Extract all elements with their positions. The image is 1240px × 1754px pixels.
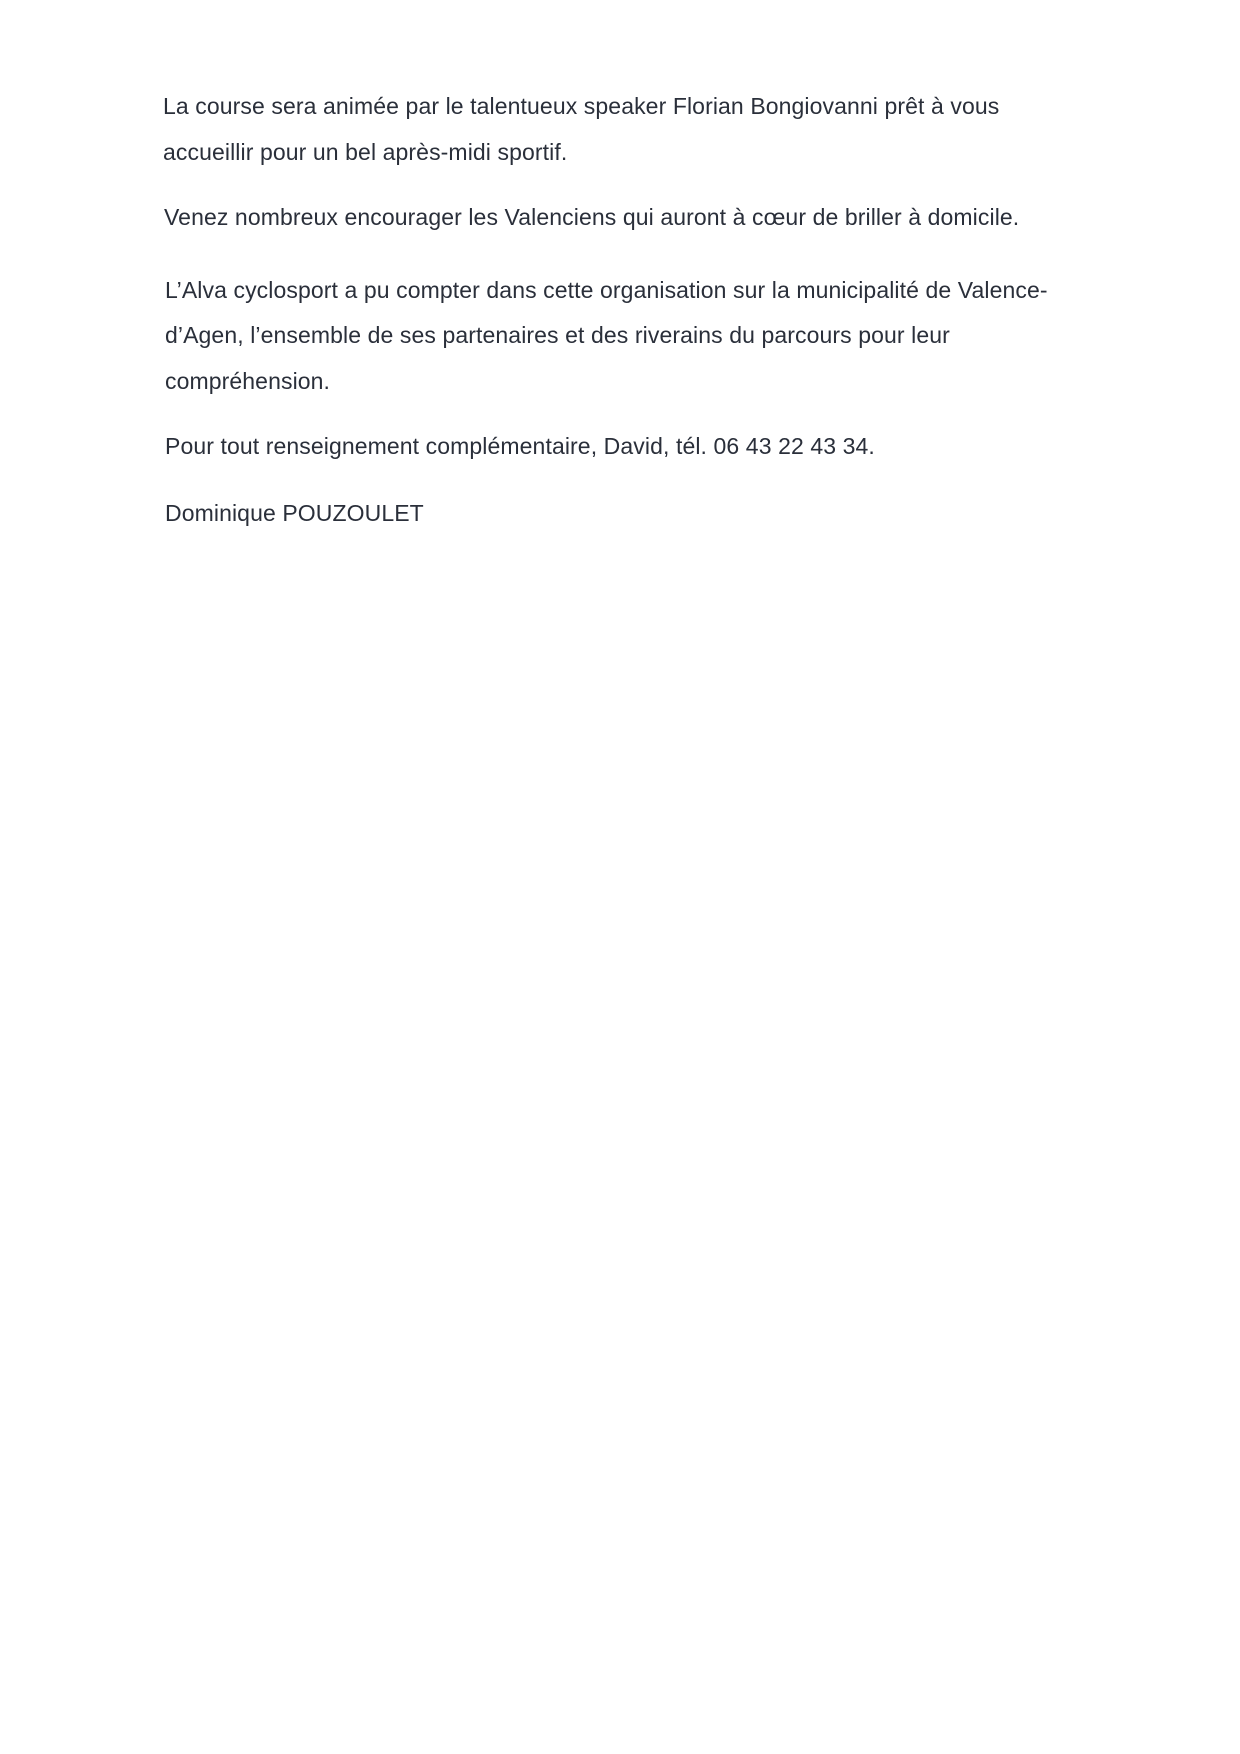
- paragraph-organisation: L’Alva cyclosport a pu compter dans cette organisation sur la municipalité de Valence-d’Agen, l’ensemble de ses partenaires et des riverains du parcours pour leur compréhension.: [165, 276, 1048, 394]
- article-body: [163, 84, 1063, 536]
- paragraph-speaker: La course sera animée par le talentueux speaker Florian Bongiovanni prêt à vous accueillir pour un bel après-midi sportif.: [163, 93, 1000, 165]
- author-signature: Dominique POUZOULET: [165, 499, 424, 526]
- paragraph-contact: Pour tout renseignement complémentaire, David, tél. 06 43 22 43 34.: [165, 433, 875, 459]
- paragraph-encouragement: Venez nombreux encourager les Valenciens qui auront à cœur de briller à domicile.: [164, 204, 1020, 230]
